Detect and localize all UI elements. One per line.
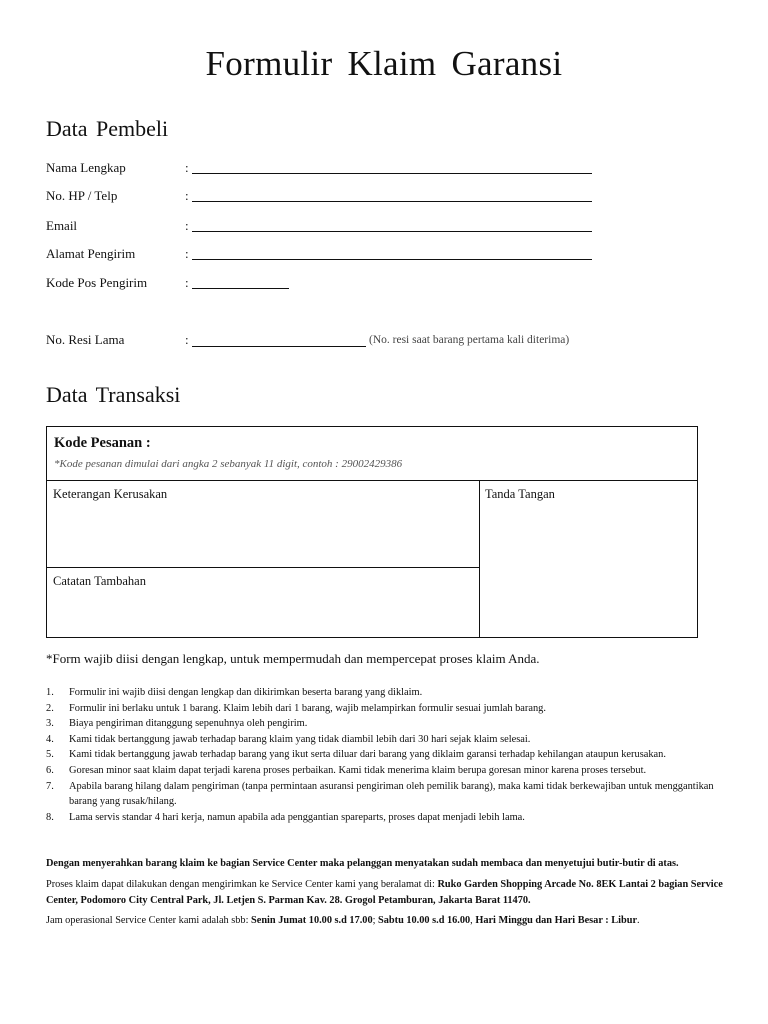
rule-item [46, 716, 718, 732]
rule-text: Formulir ini wajib diisi dengan lengkap dan dikirimkan beserta barang yang diklaim. [69, 687, 423, 698]
rule-text: Biaya pengiriman ditanggung sepenuhnya oleh pengirim. [69, 718, 308, 730]
old-receipt-hint: (No. resi saat barang pertama kali diterima) [369, 334, 570, 346]
rule-text: Lama servis standar 4 hari kerja, namun apabila ada penggantian spareparts, proses dapat menjadi lebih lama. [69, 811, 525, 823]
rule-number: 7. [46, 780, 54, 792]
email-field[interactable] [192, 231, 592, 232]
rule-text: Apabila barang hilang dalam pengiriman (tanpa permintaan asuransi pengiriman oleh pemilik barang), maka kami tidak berkewajiban untuk menggantikan barang yang rusak/hilang. [69, 780, 714, 808]
order-code-note: *Kode pesanan dimulai dari angka 2 sebanyak 11 digit, contoh : 29002429386 [54, 458, 403, 470]
phone-label: No. HP / Telp [46, 188, 118, 203]
rule-text: Formulir ini berlaku untuk 1 barang. Klaim lebih dari 1 barang, wajib melampirkan formulir sesuai jumlah barang. [69, 702, 546, 714]
rule-number: 1. [46, 687, 54, 698]
order-code-label: Kode Pesanan : [54, 435, 151, 451]
address-detail: Ruko Garden Shopping Arcade No. 8EK Lantai 2 bagian Service Center, Podomoro City Central Park, Jl. Letjen S. Parman Kav. 28. Grogol Petamburan, Jakarta Barat 11470. [46, 879, 723, 906]
rule-item [46, 701, 718, 717]
rule-number: 6. [46, 764, 54, 776]
rule-item [46, 763, 718, 779]
hours-separator: ; [372, 915, 379, 926]
rule-number: 2. [46, 702, 54, 714]
hours-intro: Jam operasional Service Center kami adalah sbb: [46, 915, 252, 926]
rule-number: 3. [46, 718, 54, 730]
rule-item [46, 747, 718, 763]
buyer-section-heading: Data Pembeli [46, 116, 169, 141]
rule-item [46, 685, 718, 701]
mandatory-note: *Form wajib diisi dengan lengkap, untuk mempermudah dan mempercepat proses klaim Anda. [46, 651, 540, 666]
hours-period: . [637, 915, 640, 926]
hours-separator: , [470, 915, 476, 926]
shipping-address-label: Alamat Pengirim [46, 246, 136, 261]
full-name-field[interactable] [192, 173, 592, 174]
rule-item [46, 779, 718, 810]
rule-text: Kami tidak bertanggung jawab terhadap barang klaim yang tidak diambil lebih dari 30 hari sejak klaim selesai. [69, 733, 531, 745]
rule-number: 4. [46, 733, 54, 745]
old-receipt-label: No. Resi Lama [46, 332, 125, 347]
full-name-label: Nama Lengkap [46, 160, 126, 175]
agreement-statement: Dengan menyerahkan barang klaim ke bagian Service Center maka pelanggan menyatakan sudah membaca dan menyetujui butir-butir di atas. [46, 858, 679, 869]
shipping-address-field[interactable] [192, 259, 592, 260]
table-vertical-divider [479, 481, 480, 638]
order-code-cell[interactable] [47, 427, 697, 481]
hours-weekday: Senin Jumat 10.00 s.d 17.00 [251, 915, 373, 926]
phone-colon: : [185, 188, 189, 203]
rule-number: 8. [46, 811, 54, 823]
full-name-colon: : [185, 160, 189, 175]
rules-list [46, 685, 718, 825]
table-horizontal-divider [47, 567, 479, 568]
email-colon: : [185, 218, 189, 233]
rule-text: Kami tidak bertanggung jawab terhadap barang yang ikut serta diluar dari barang yang diklaim garansi terhadap kehilangan ataupun kerusakan. [69, 749, 666, 761]
old-receipt-field[interactable] [192, 346, 366, 347]
rule-number: 5. [46, 749, 54, 761]
transaction-table [46, 426, 698, 638]
additional-notes-label: Catatan Tambahan [53, 574, 146, 588]
rule-item [46, 732, 718, 748]
phone-field[interactable] [192, 201, 592, 202]
postal-code-label: Kode Pos Pengirim [46, 275, 148, 290]
damage-description-label: Keterangan Kerusakan [53, 487, 168, 501]
address-intro: Proses klaim dapat dilakukan dengan mengirimkan ke Service Center kami yang beralamat di: [46, 879, 438, 890]
old-receipt-colon: : [185, 332, 189, 347]
service-center-address [46, 877, 726, 909]
email-label: Email [46, 218, 78, 233]
postal-code-field[interactable] [192, 288, 289, 289]
signature-label: Tanda Tangan [485, 487, 555, 501]
form-title: Formulir Klaim Garansi [205, 44, 563, 83]
rule-text: Goresan minor saat klaim dapat terjadi karena proses perbaikan. Kami tidak menerima klaim berupa goresan minor karena proses tersebut. [69, 764, 647, 776]
hours-holiday: Hari Minggu dan Hari Besar : Libur [475, 915, 638, 926]
transaction-section-heading: Data Transaksi [46, 382, 181, 407]
shipping-address-colon: : [185, 246, 189, 261]
rule-item [46, 810, 718, 826]
postal-code-colon: : [185, 275, 189, 290]
hours-saturday: Sabtu 10.00 s.d 16.00 [378, 915, 471, 926]
operating-hours [46, 913, 726, 929]
